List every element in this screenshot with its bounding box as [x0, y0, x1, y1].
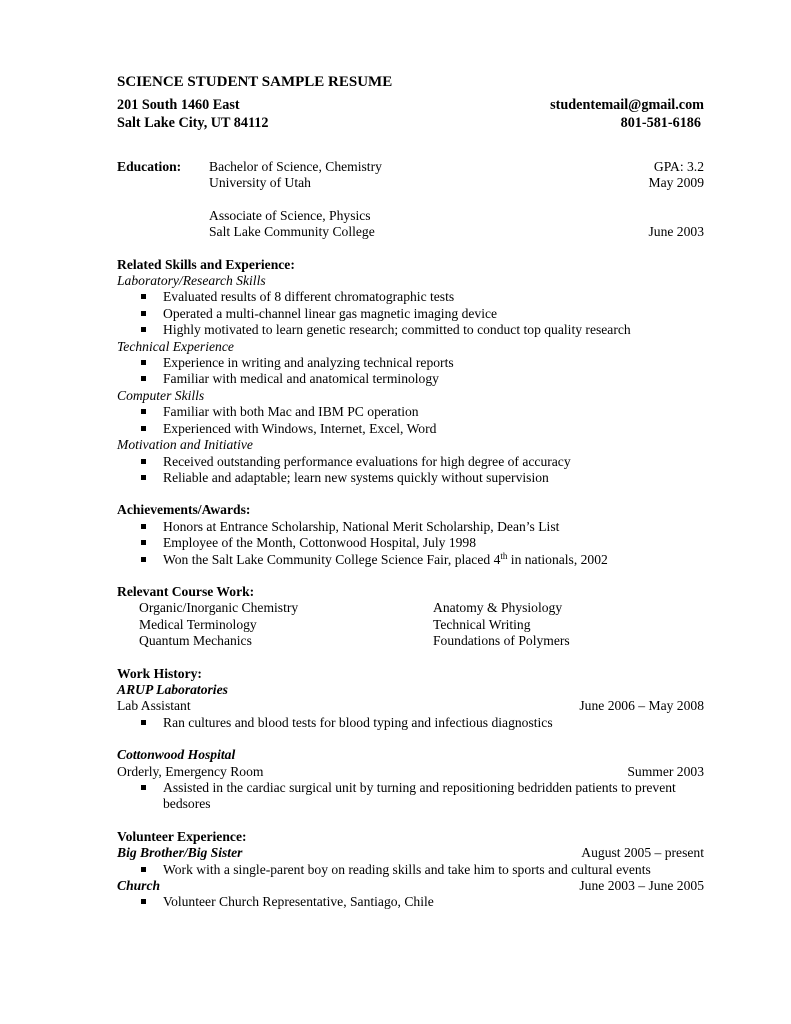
course-list [117, 600, 704, 649]
volunteer-org: Big Brother/Big Sister [117, 845, 243, 861]
skills-heading: Related Skills and Experience: [117, 256, 295, 272]
skill-list [117, 454, 704, 487]
volunteer-org: Church [117, 878, 161, 894]
list-item: Familiar with medical and anatomical terminology [139, 371, 704, 387]
course-item: Organic/Inorganic Chemistry [139, 600, 299, 616]
course-item: Technical Writing [433, 616, 531, 632]
job-dates: June 2006 – May 2008 [579, 698, 704, 714]
employer-name: Cottonwood Hospital [117, 747, 236, 763]
skill-group-title: Laboratory/Research Skills [117, 273, 266, 289]
email: studentemail@gmail.com [550, 97, 704, 113]
list-item: Reliable and adaptable; learn new systems quickly without supervision [139, 470, 704, 486]
education-section [117, 159, 704, 241]
job-title: Lab Assistant [117, 698, 191, 714]
gpa: GPA: 3.2 [653, 159, 704, 174]
list-item: Received outstanding performance evaluations for high degree of accuracy [139, 454, 704, 470]
skill-group-title: Computer Skills [117, 387, 205, 403]
list-item: Honors at Entrance Scholarship, National Merit Scholarship, Dean’s List [139, 519, 704, 535]
list-item: Experienced with Windows, Internet, Excel, Word [139, 421, 704, 437]
volunteer-section [117, 829, 704, 911]
phone: 801-581-6186 [620, 115, 701, 131]
volunteer-dates: August 2005 – present [581, 845, 704, 861]
list-item: Assisted in the cardiac surgical unit by turning and repositioning bedridden patients to prevent bedsores [139, 780, 700, 813]
work-heading: Work History: [117, 665, 202, 681]
list-item: Familiar with both Mac and IBM PC operation [139, 404, 704, 420]
list-item: Work with a single-parent boy on reading skills and take him to sports and cultural events [139, 862, 704, 878]
address-line2: Salt Lake City, UT 84112 [117, 115, 269, 131]
graduation-date: May 2009 [648, 175, 704, 191]
achievements-heading: Achievements/Awards: [117, 502, 251, 518]
contact-block [117, 96, 704, 132]
course-item: Quantum Mechanics [139, 633, 252, 649]
skill-group-title: Motivation and Initiative [117, 437, 253, 453]
skills-section [117, 257, 704, 487]
list-item: Evaluated results of 8 different chromatographic tests [139, 289, 704, 305]
list-item: Operated a multi-channel linear gas magnetic imaging device [139, 306, 704, 322]
list-item: Won the Salt Lake Community College Science Fair, placed 4th in nationals, 2002 [139, 552, 704, 568]
course-item: Anatomy & Physiology [433, 600, 563, 616]
school: Salt Lake Community College [209, 224, 375, 240]
skill-list [117, 355, 704, 388]
school: University of Utah [209, 175, 311, 191]
volunteer-dates: June 2003 – June 2005 [579, 878, 704, 894]
skill-group-title: Technical Experience [117, 338, 234, 354]
course-item: Foundations of Polymers [433, 633, 570, 649]
list-item: Ran cultures and blood tests for blood typing and infectious diagnostics [139, 715, 704, 731]
skill-list [117, 289, 704, 338]
degree: Bachelor of Science, Chemistry [209, 159, 382, 174]
volunteer-heading: Volunteer Experience: [117, 828, 247, 844]
coursework-section [117, 584, 704, 650]
skill-list [117, 404, 704, 437]
coursework-heading: Relevant Course Work: [117, 583, 255, 599]
course-item: Medical Terminology [139, 616, 257, 632]
job-dates: Summer 2003 [627, 763, 704, 779]
list-item: Volunteer Church Representative, Santiago, Chile [139, 894, 704, 910]
work-section [117, 666, 704, 813]
address-line1: 201 South 1460 East [117, 97, 240, 113]
list-item: Experience in writing and analyzing technical reports [139, 355, 704, 371]
resume-title: SCIENCE STUDENT SAMPLE RESUME [117, 74, 393, 90]
education-heading: Education: [117, 159, 182, 174]
achievements-section [117, 502, 704, 568]
job-title: Orderly, Emergency Room [117, 763, 264, 779]
graduation-date: June 2003 [648, 224, 704, 240]
employer-name: ARUP Laboratories [117, 681, 228, 697]
resume-page [117, 73, 704, 911]
list-item: Highly motivated to learn genetic research; committed to conduct top quality research [139, 322, 704, 338]
list-item: Employee of the Month, Cottonwood Hospital, July 1998 [139, 535, 704, 551]
degree: Associate of Science, Physics [209, 207, 371, 223]
